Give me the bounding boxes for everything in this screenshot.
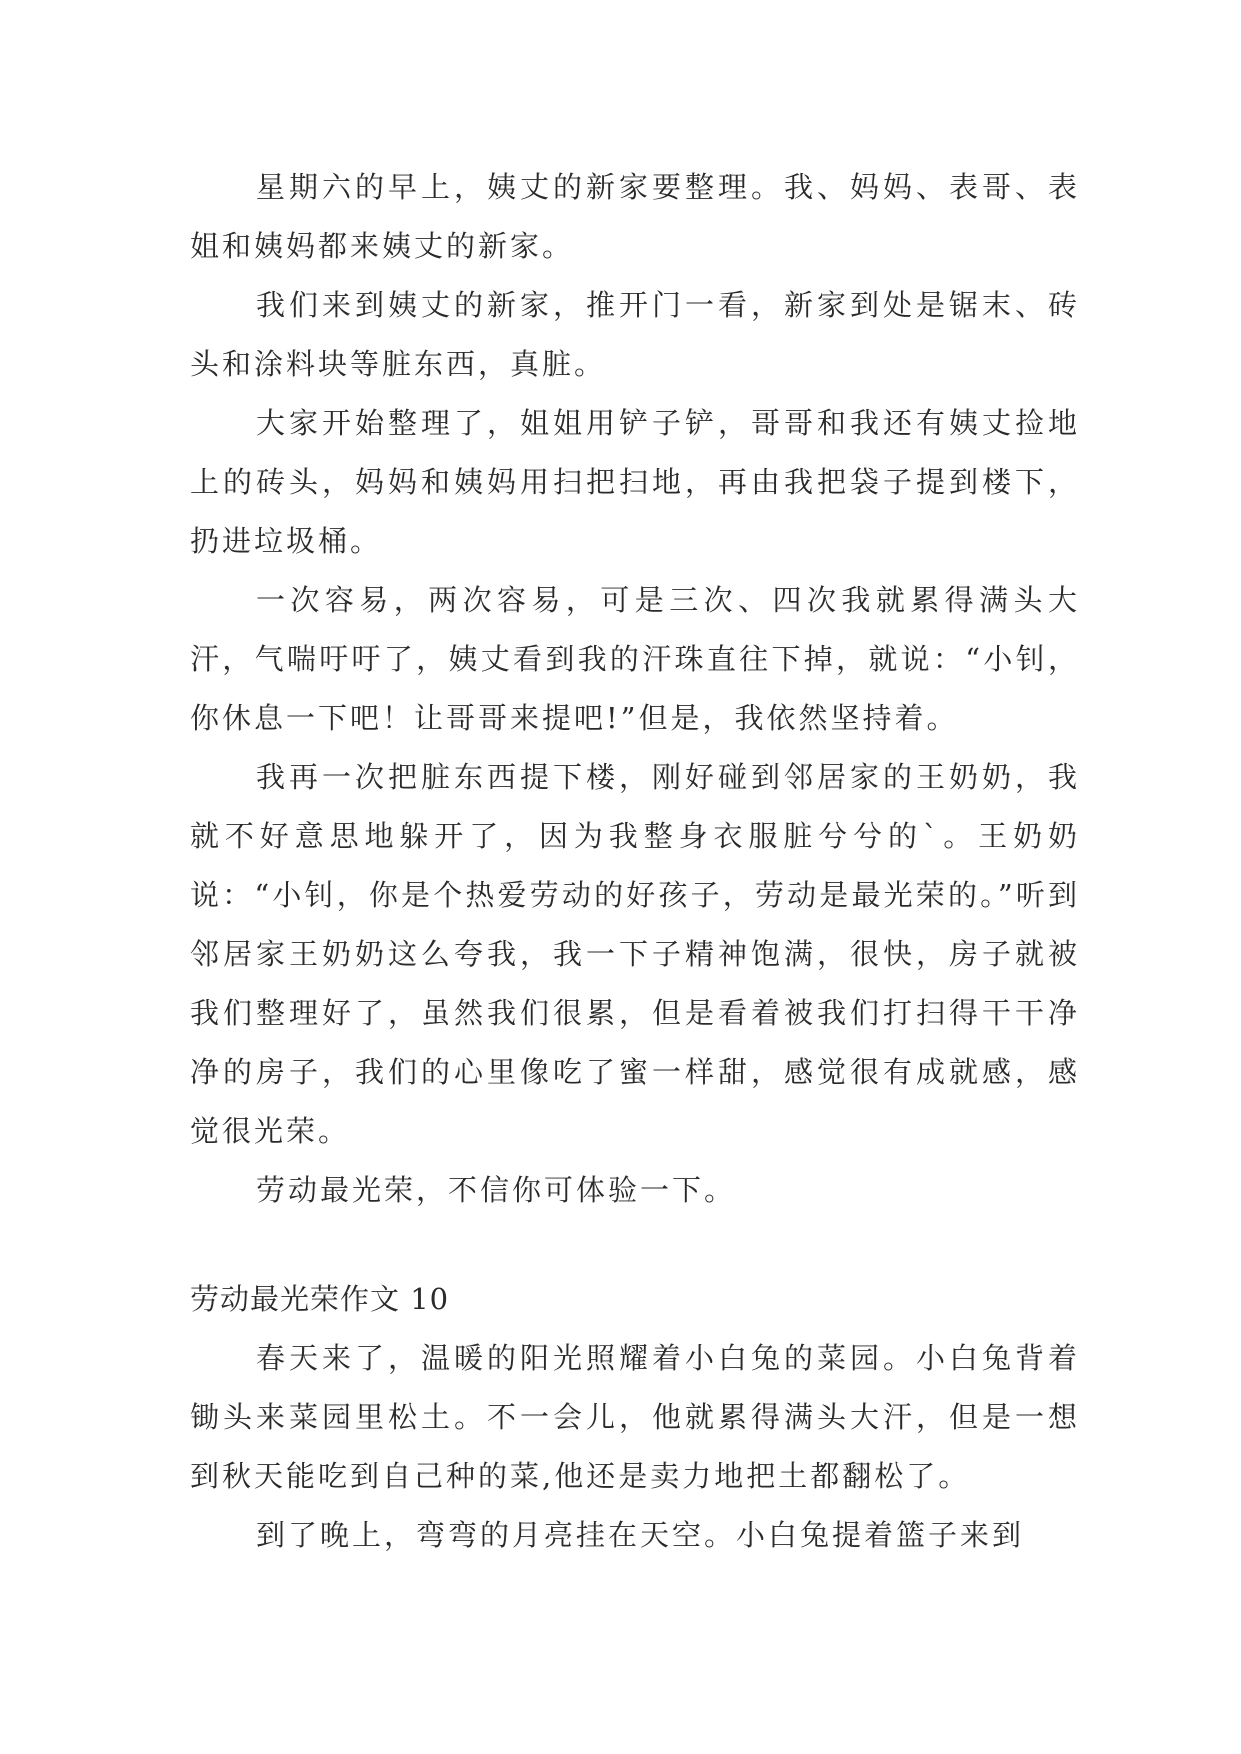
paragraph: 大家开始整理了，姐姐用铲子铲，哥哥和我还有姨丈捡地上的砖头，妈妈和姨妈用扫把扫地，再由我把袋子提到楼下，扔进垃圾桶。 bbox=[190, 406, 1080, 558]
paragraph: 星期六的早上，姨丈的新家要整理。我、妈妈、表哥、表姐和姨妈都来姨丈的新家。 bbox=[190, 170, 1080, 263]
paragraph: 我再一次把脏东西提下楼，刚好碰到邻居家的王奶奶，我就不好意思地躲开了，因为我整身衣服脏兮兮的`。王奶奶说：“小钊，你是个热爱劳动的好孩子，劳动是最光荣的。”听到邻居家王奶奶这么夸我，我一下子精神饱满，很快，房子就被我们整理好了，虽然我们很累，但是看着被我们打扫得干干净净的房子，我们的心里像吃了蜜一样甜，感觉很有成就感，感觉很光荣。 bbox=[190, 760, 1080, 1148]
section-gap bbox=[190, 1220, 1080, 1270]
paragraph: 我们来到姨丈的新家，推开门一看，新家到处是锯末、砖头和涂料块等脏东西，真脏。 bbox=[190, 288, 1080, 381]
paragraph: 春天来了，温暖的阳光照耀着小白兔的菜园。小白兔背着锄头来菜园里松土。不一会儿，他就累得满头大汗，但是一想到秋天能吃到自己种的菜,他还是卖力地把土都翻松了。 bbox=[190, 1341, 1080, 1493]
paragraph: 劳动最光荣，不信你可体验一下。 bbox=[256, 1173, 737, 1207]
paragraph: 一次容易，两次容易，可是三次、四次我就累得满头大汗，气喘吁吁了，姨丈看到我的汗珠直往下掉，就说：“小钊，你休息一下吧！让哥哥来提吧!”但是，我依然坚持着。 bbox=[190, 583, 1080, 735]
document-body bbox=[190, 158, 1080, 1565]
paragraph: 到了晚上，弯弯的月亮挂在天空。小白兔提着篮子来到 bbox=[256, 1518, 1025, 1552]
section-title: 劳动最光荣作文 10 bbox=[190, 1282, 450, 1316]
